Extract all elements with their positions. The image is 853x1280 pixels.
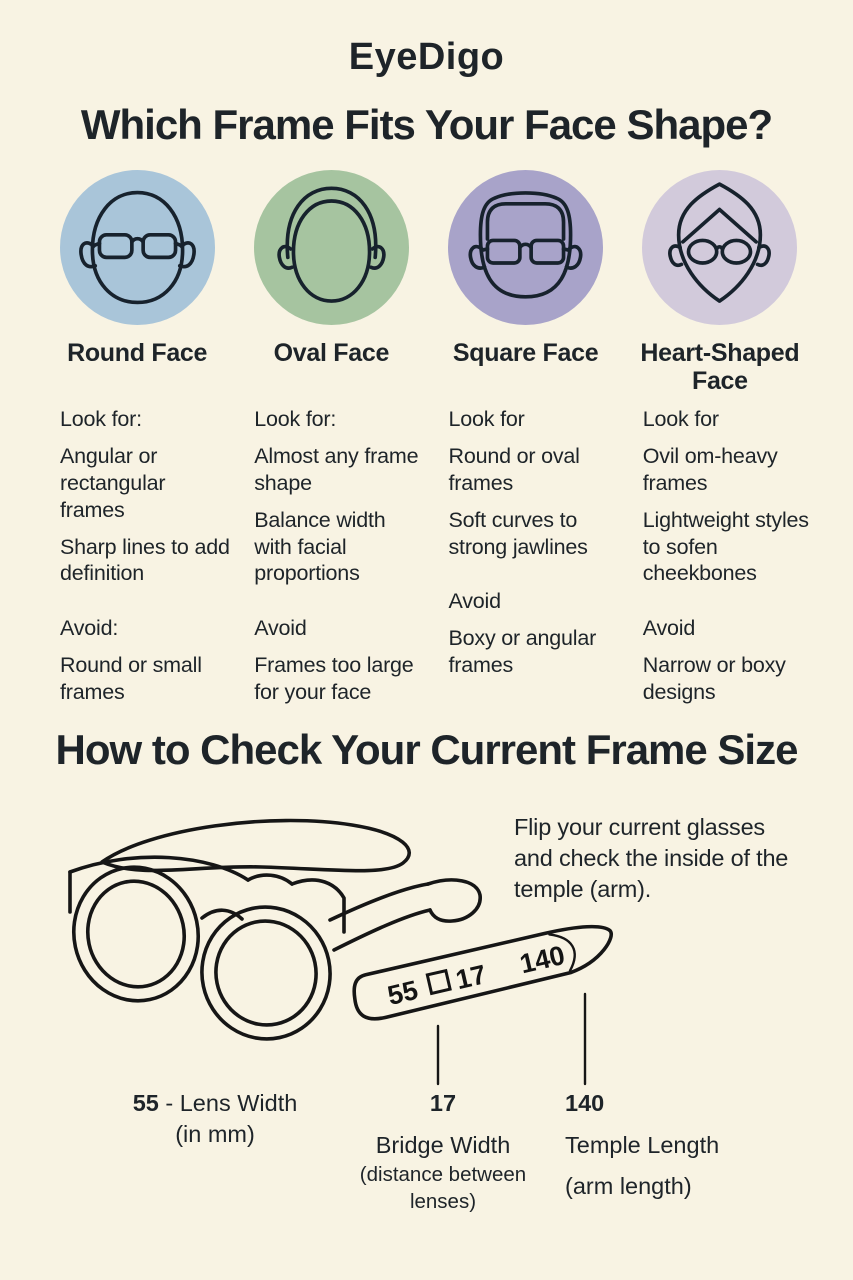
avoid-heading: Avoid [642, 616, 696, 641]
lens-width-sub: (in mm) [175, 1120, 255, 1147]
look-for-item: Sharp lines to add definition [60, 534, 230, 586]
face-shape-name: Heart-Shaped Face [640, 339, 800, 395]
lens-width-line: 55 - Lens Width [132, 1090, 298, 1116]
look-for-item: Balance width with facial proportions [254, 507, 386, 586]
look-for-heading: Look for [448, 407, 525, 431]
face-shape-name: Square Face [452, 339, 599, 367]
brand-logo: EyeDigo [348, 36, 505, 78]
look-for-heading: Look for: [254, 407, 337, 431]
avoid-heading: Avoid [448, 589, 501, 614]
look-for-item: Angular or rectangular frames [60, 443, 166, 522]
square-face-glasses-icon [448, 170, 603, 325]
avoid-heading: Avoid [254, 616, 307, 641]
oval-face-icon [254, 170, 409, 325]
temple-length-marking: 140 [517, 939, 568, 980]
temple-length-label [565, 1088, 755, 1202]
look-for-item: Ovil om-heavy frames [642, 443, 778, 495]
bridge-width-name: Bridge Width [375, 1131, 511, 1158]
instruction-text: Flip your current glasses and check the inside of the temple (arm). [514, 814, 789, 903]
temple-length-name: Temple Length [565, 1131, 720, 1158]
bridge-width-marking: 17 [452, 959, 489, 996]
heart-face-glasses-icon [642, 170, 797, 325]
lens-width-marking: 55 [384, 974, 421, 1011]
look-for-heading: Look for: [60, 407, 142, 431]
face-shape-name: Round Face [67, 339, 208, 367]
face-column-oval [234, 170, 428, 706]
face-shape-name: Oval Face [273, 339, 390, 367]
face-shapes-row [40, 170, 817, 706]
advice-text-heart [623, 398, 817, 706]
avoid-item: Boxy or angular frames [448, 626, 597, 678]
frame-size-illustration [0, 800, 853, 1280]
look-for-item: Round or oval frames [448, 443, 580, 495]
look-for-item: Almost any frame shape [254, 443, 419, 495]
temple-length-sub: (arm length) [565, 1173, 692, 1200]
lens-width-label [95, 1088, 335, 1149]
look-for-heading: Look for [642, 407, 719, 431]
bridge-width-value: 17 [429, 1090, 457, 1116]
round-face-glasses-icon [60, 170, 215, 325]
face-column-heart [623, 170, 817, 706]
oval-face-circle [254, 170, 409, 325]
section2-title: How to Check Your Current Frame Size [55, 726, 798, 773]
advice-text-oval [234, 398, 428, 706]
avoid-item: Narrow or boxy designs [642, 653, 786, 704]
heart-face-circle [642, 170, 797, 325]
avoid-heading: Avoid: [60, 616, 119, 641]
avoid-item: Frames too large for your face [254, 653, 414, 704]
section1-title: Which Frame Fits Your Face Shape? [80, 101, 773, 148]
advice-text-square [429, 398, 623, 679]
round-face-circle [60, 170, 215, 325]
temple-length-value: 140 [565, 1090, 605, 1116]
bridge-width-sub: (distance between lenses) [359, 1163, 527, 1213]
look-for-item: Lightweight styles to sofen cheekbones [642, 507, 809, 586]
advice-text-round [40, 398, 234, 706]
face-column-round [40, 170, 234, 706]
bridge-width-label [350, 1088, 536, 1215]
face-column-square [429, 170, 623, 706]
avoid-item: Round or small frames [60, 653, 202, 704]
look-for-item: Soft curves to strong jawlines [448, 507, 588, 559]
square-face-circle [448, 170, 603, 325]
